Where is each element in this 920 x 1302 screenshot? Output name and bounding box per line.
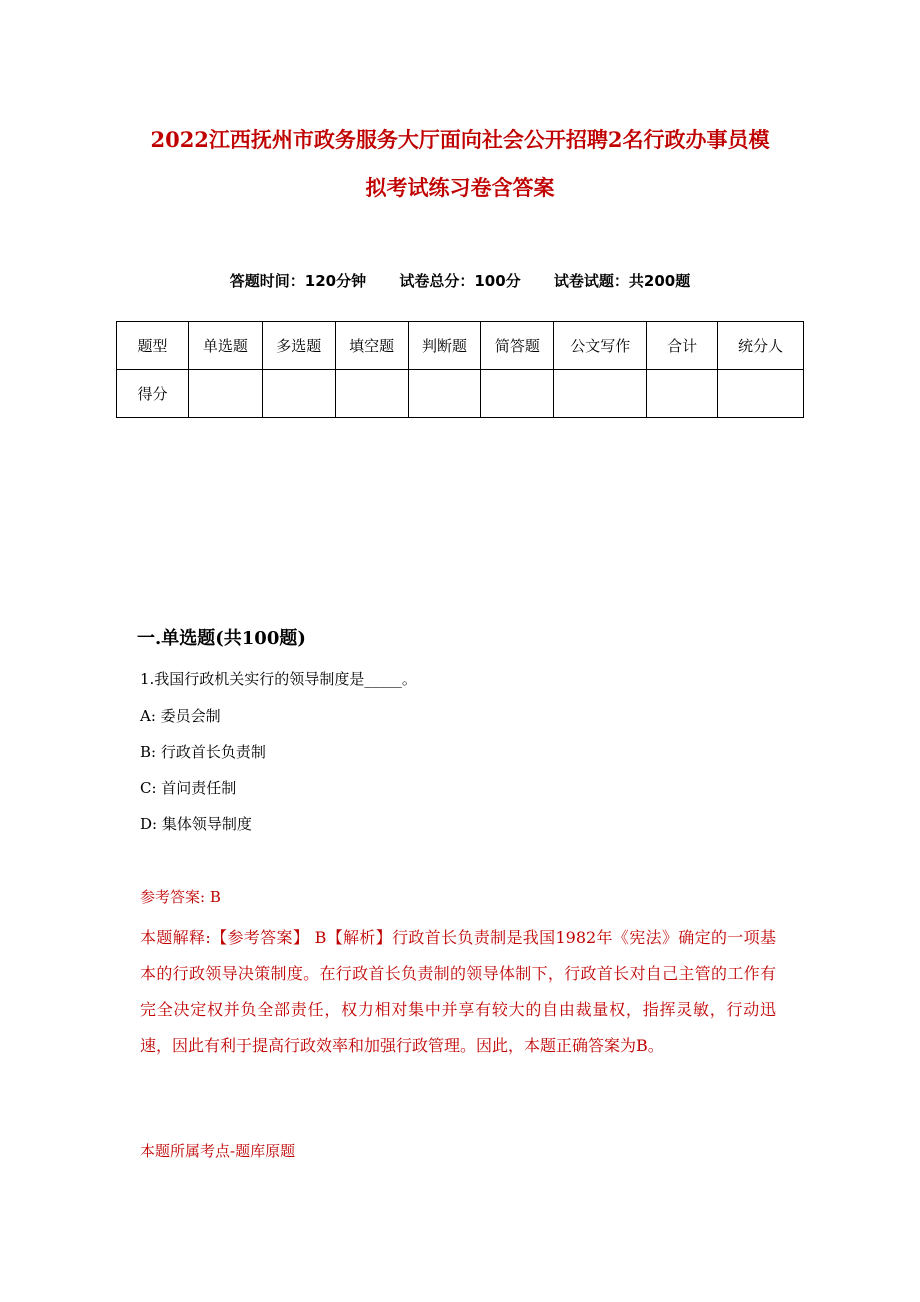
table-header-cell: 题型 xyxy=(117,322,189,370)
table-header-cell: 判断题 xyxy=(408,322,481,370)
exam-total-score: 试卷总分：100分 xyxy=(399,272,521,290)
option-a: A: 委员会制 xyxy=(140,707,221,725)
reference-answer: 参考答案: B xyxy=(140,888,221,906)
score-table xyxy=(116,321,804,418)
table-row-label: 得分 xyxy=(117,370,189,418)
table-header-cell: 统分人 xyxy=(718,322,804,370)
document-title-line-2: 拟考试练习卷含答案 xyxy=(365,175,555,200)
table-cell xyxy=(408,370,481,418)
table-cell xyxy=(554,370,647,418)
exam-time: 答题时间：120分钟 xyxy=(229,272,367,290)
question-text: 1.我国行政机关实行的领导制度是_____。 xyxy=(140,670,417,688)
table-cell xyxy=(335,370,408,418)
table-header-cell: 多选题 xyxy=(262,322,335,370)
table-header-cell: 填空题 xyxy=(335,322,408,370)
score-table-score-row xyxy=(117,370,804,418)
table-header-cell: 公文写作 xyxy=(554,322,647,370)
document-title-line-1: 2022江西抚州市政务服务大厅面向社会公开招聘2名行政办事员模 xyxy=(150,127,770,152)
answer-explanation: 本题解释:【参考答案】 B【解析】行政首长负责制是我国1982年《宪法》确定的一项基本的行政领导决策制度。在行政首长负责制的领导体制下，行政首长对自己主管的工作有完全决定权并负全部责任，权力相对集中并享有较大的自由裁量权，指挥灵敏，行动迅速，因此有利于提高行政效率和加强行政管理。因此，本题正确答案为B。 xyxy=(140,928,776,1055)
exam-question-count: 试卷试题：共200题 xyxy=(553,272,691,290)
option-c: C: 首问责任制 xyxy=(140,779,237,797)
section-title: 一.单选题(共100题) xyxy=(137,628,306,649)
option-d: D: 集体领导制度 xyxy=(140,815,252,833)
table-header-cell: 单选题 xyxy=(188,322,262,370)
table-cell xyxy=(262,370,335,418)
table-header-cell: 简答题 xyxy=(481,322,554,370)
score-table-header-row xyxy=(117,322,804,370)
exam-meta xyxy=(0,270,920,291)
table-cell xyxy=(647,370,718,418)
table-cell xyxy=(718,370,804,418)
table-cell xyxy=(481,370,554,418)
table-header-cell: 合计 xyxy=(647,322,718,370)
question-source-tag: 本题所属考点-题库原题 xyxy=(140,1142,296,1160)
table-cell xyxy=(188,370,262,418)
option-b: B: 行政首长负责制 xyxy=(140,743,266,761)
